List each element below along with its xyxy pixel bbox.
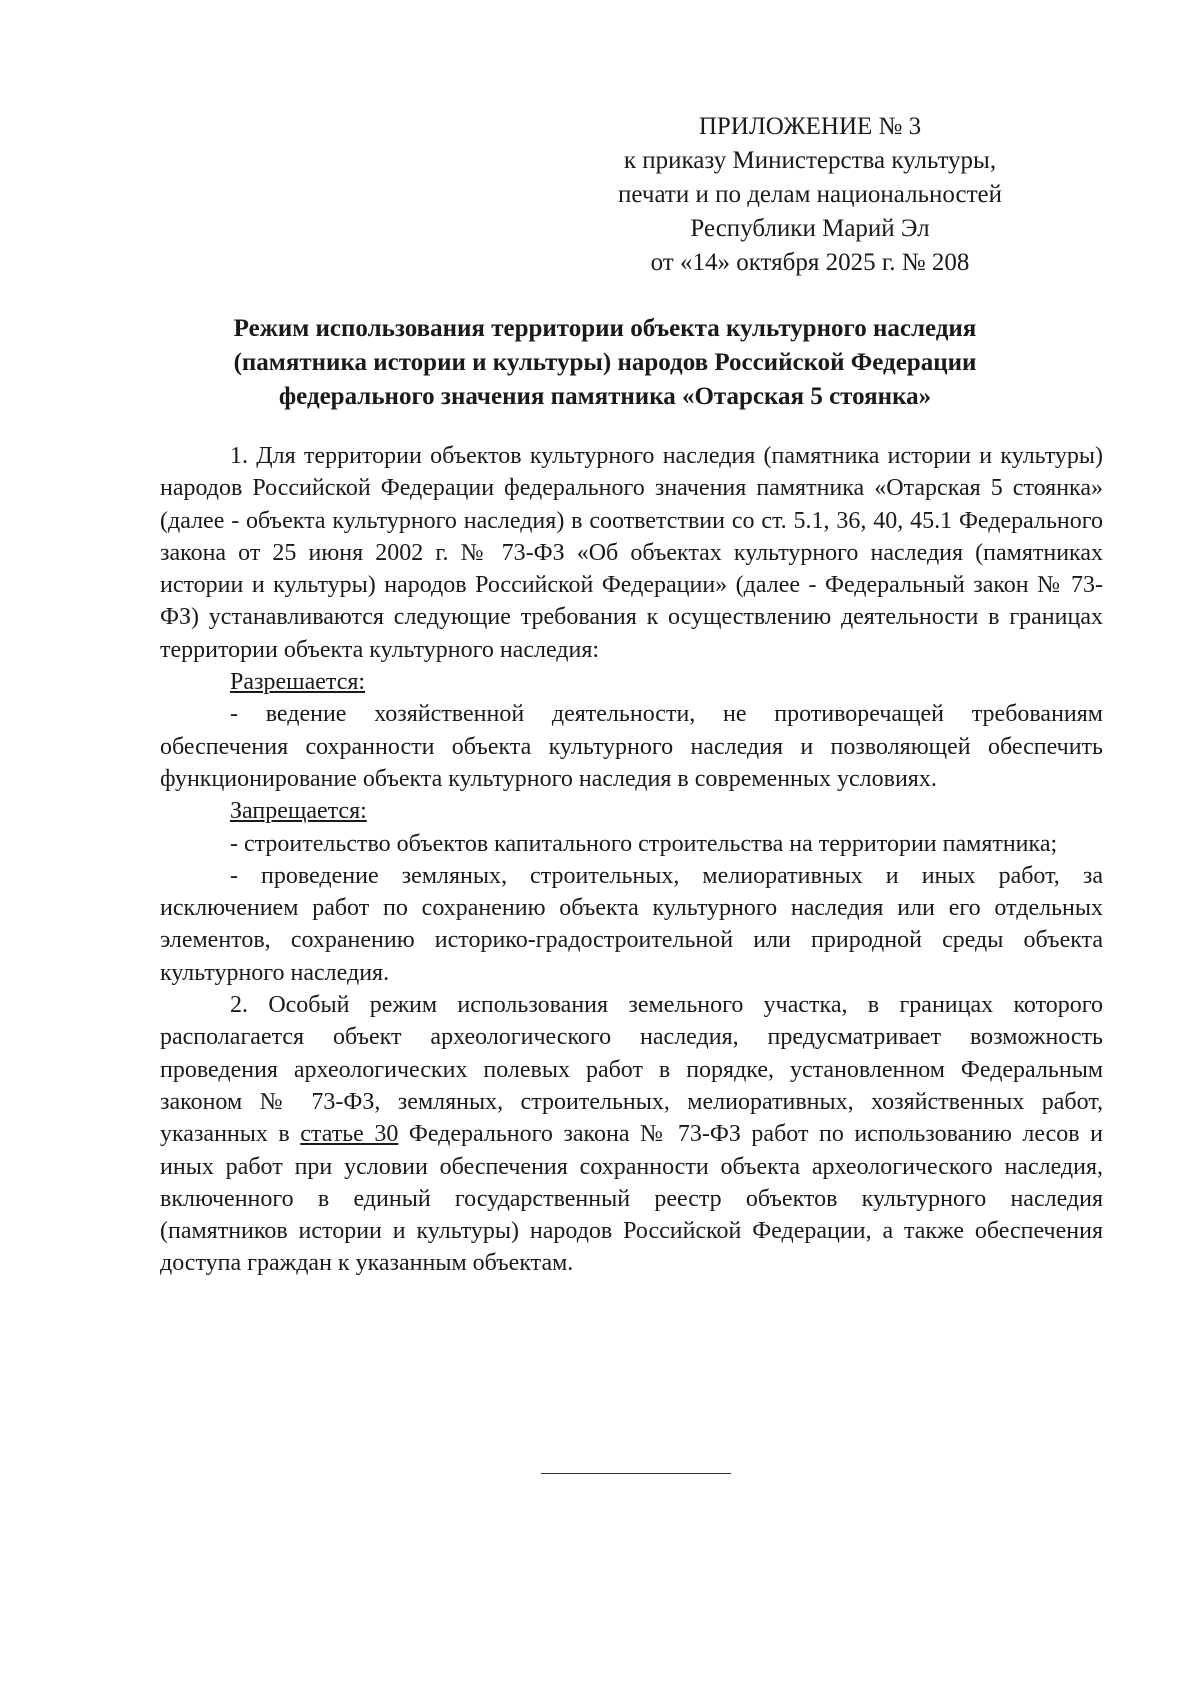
allowed-item-1: - ведение хозяйственной деятельности, не противоречащей требованиям обеспечения сохранности объекта культурного наследия и позволяющей обеспечить функционирование объекта культурного наследия в современных условиях.: [160, 701, 1103, 792]
prohibited-heading: [160, 795, 1103, 827]
paragraph-2-part-2: Федерального закона № 73-ФЗ работ по использованию лесов и иных работ при условии обеспечения сохранности объекта археологического наследия, включенного в единый государственный реестр объектов культурного наследия (памятников истории и культуры) народов Российской Федерации, а также обеспечения доступа граждан к указанным объектам.: [160, 1121, 1103, 1277]
document-body: [160, 440, 1103, 1280]
paragraph-2-part-1: 2. Особый режим использования земельного участка, в границах которого располагается объект археологического наследия, предусматривает возможность проведения археологических полевых работ в порядке, установленном Федеральным законом № 73-ФЗ, земляных, строительных, мелиоративных, хозяйственных работ, указанных в: [160, 992, 1103, 1148]
paragraph-2: [160, 989, 1103, 1280]
prohibited-item-2: - проведение земляных, строительных, мелиоративных и иных работ, за исключением работ по сохранению объекта культурного наследия или его отдельных элементов, сохранению историко-градостроительной или природной среды объекта культурного наследия.: [160, 862, 1103, 986]
appendix-republic: Республики Марий Эл: [690, 215, 930, 242]
allowed-heading: [160, 666, 1103, 698]
appendix-number: ПРИЛОЖЕНИЕ № 3: [698, 113, 922, 140]
title-line-3: федерального значения памятника «Отарская 5 стоянка»: [278, 383, 932, 410]
appendix-ministry: печати и по делам национальностей: [618, 181, 1002, 208]
appendix-order-ref: к приказу Министерства культуры,: [623, 147, 997, 174]
prohibited-item-1: - строительство объектов капитального строительства на территории памятника;: [230, 830, 1058, 857]
appendix-date-number: от «14» октября 2025 г. № 208: [650, 249, 970, 276]
title-line-1: Режим использования территории объекта культурного наследия: [233, 315, 977, 342]
allowed-heading-text: Разрешается:: [230, 669, 366, 696]
paragraph-1: 1. Для территории объектов культурного наследия (памятника истории и культуры) народов Российской Федерации федерального значения памятника «Отарская 5 стоянка» (далее - объекта культурного наследия) в соответствии со ст. 5.1, 36, 40, 45.1 Федерального закона от 25 июня 2002 г. № 73-ФЗ «Об объектах культурного наследия (памятниках истории и культуры) народов Российской Федерации» (далее - Федеральный закон № 73-ФЗ) устанавливаются следующие требования к осуществлению деятельности в границах территории объекта культурного наследия:: [160, 443, 1103, 663]
appendix-header: [560, 110, 1060, 280]
document-title: [140, 312, 1070, 414]
title-line-2: (памятника истории и культуры) народов Российской Федерации: [233, 349, 977, 376]
law-article-link[interactable]: статье 30: [300, 1121, 399, 1148]
closing-divider: [541, 1473, 731, 1474]
prohibited-heading-text: Запрещается:: [230, 798, 367, 825]
